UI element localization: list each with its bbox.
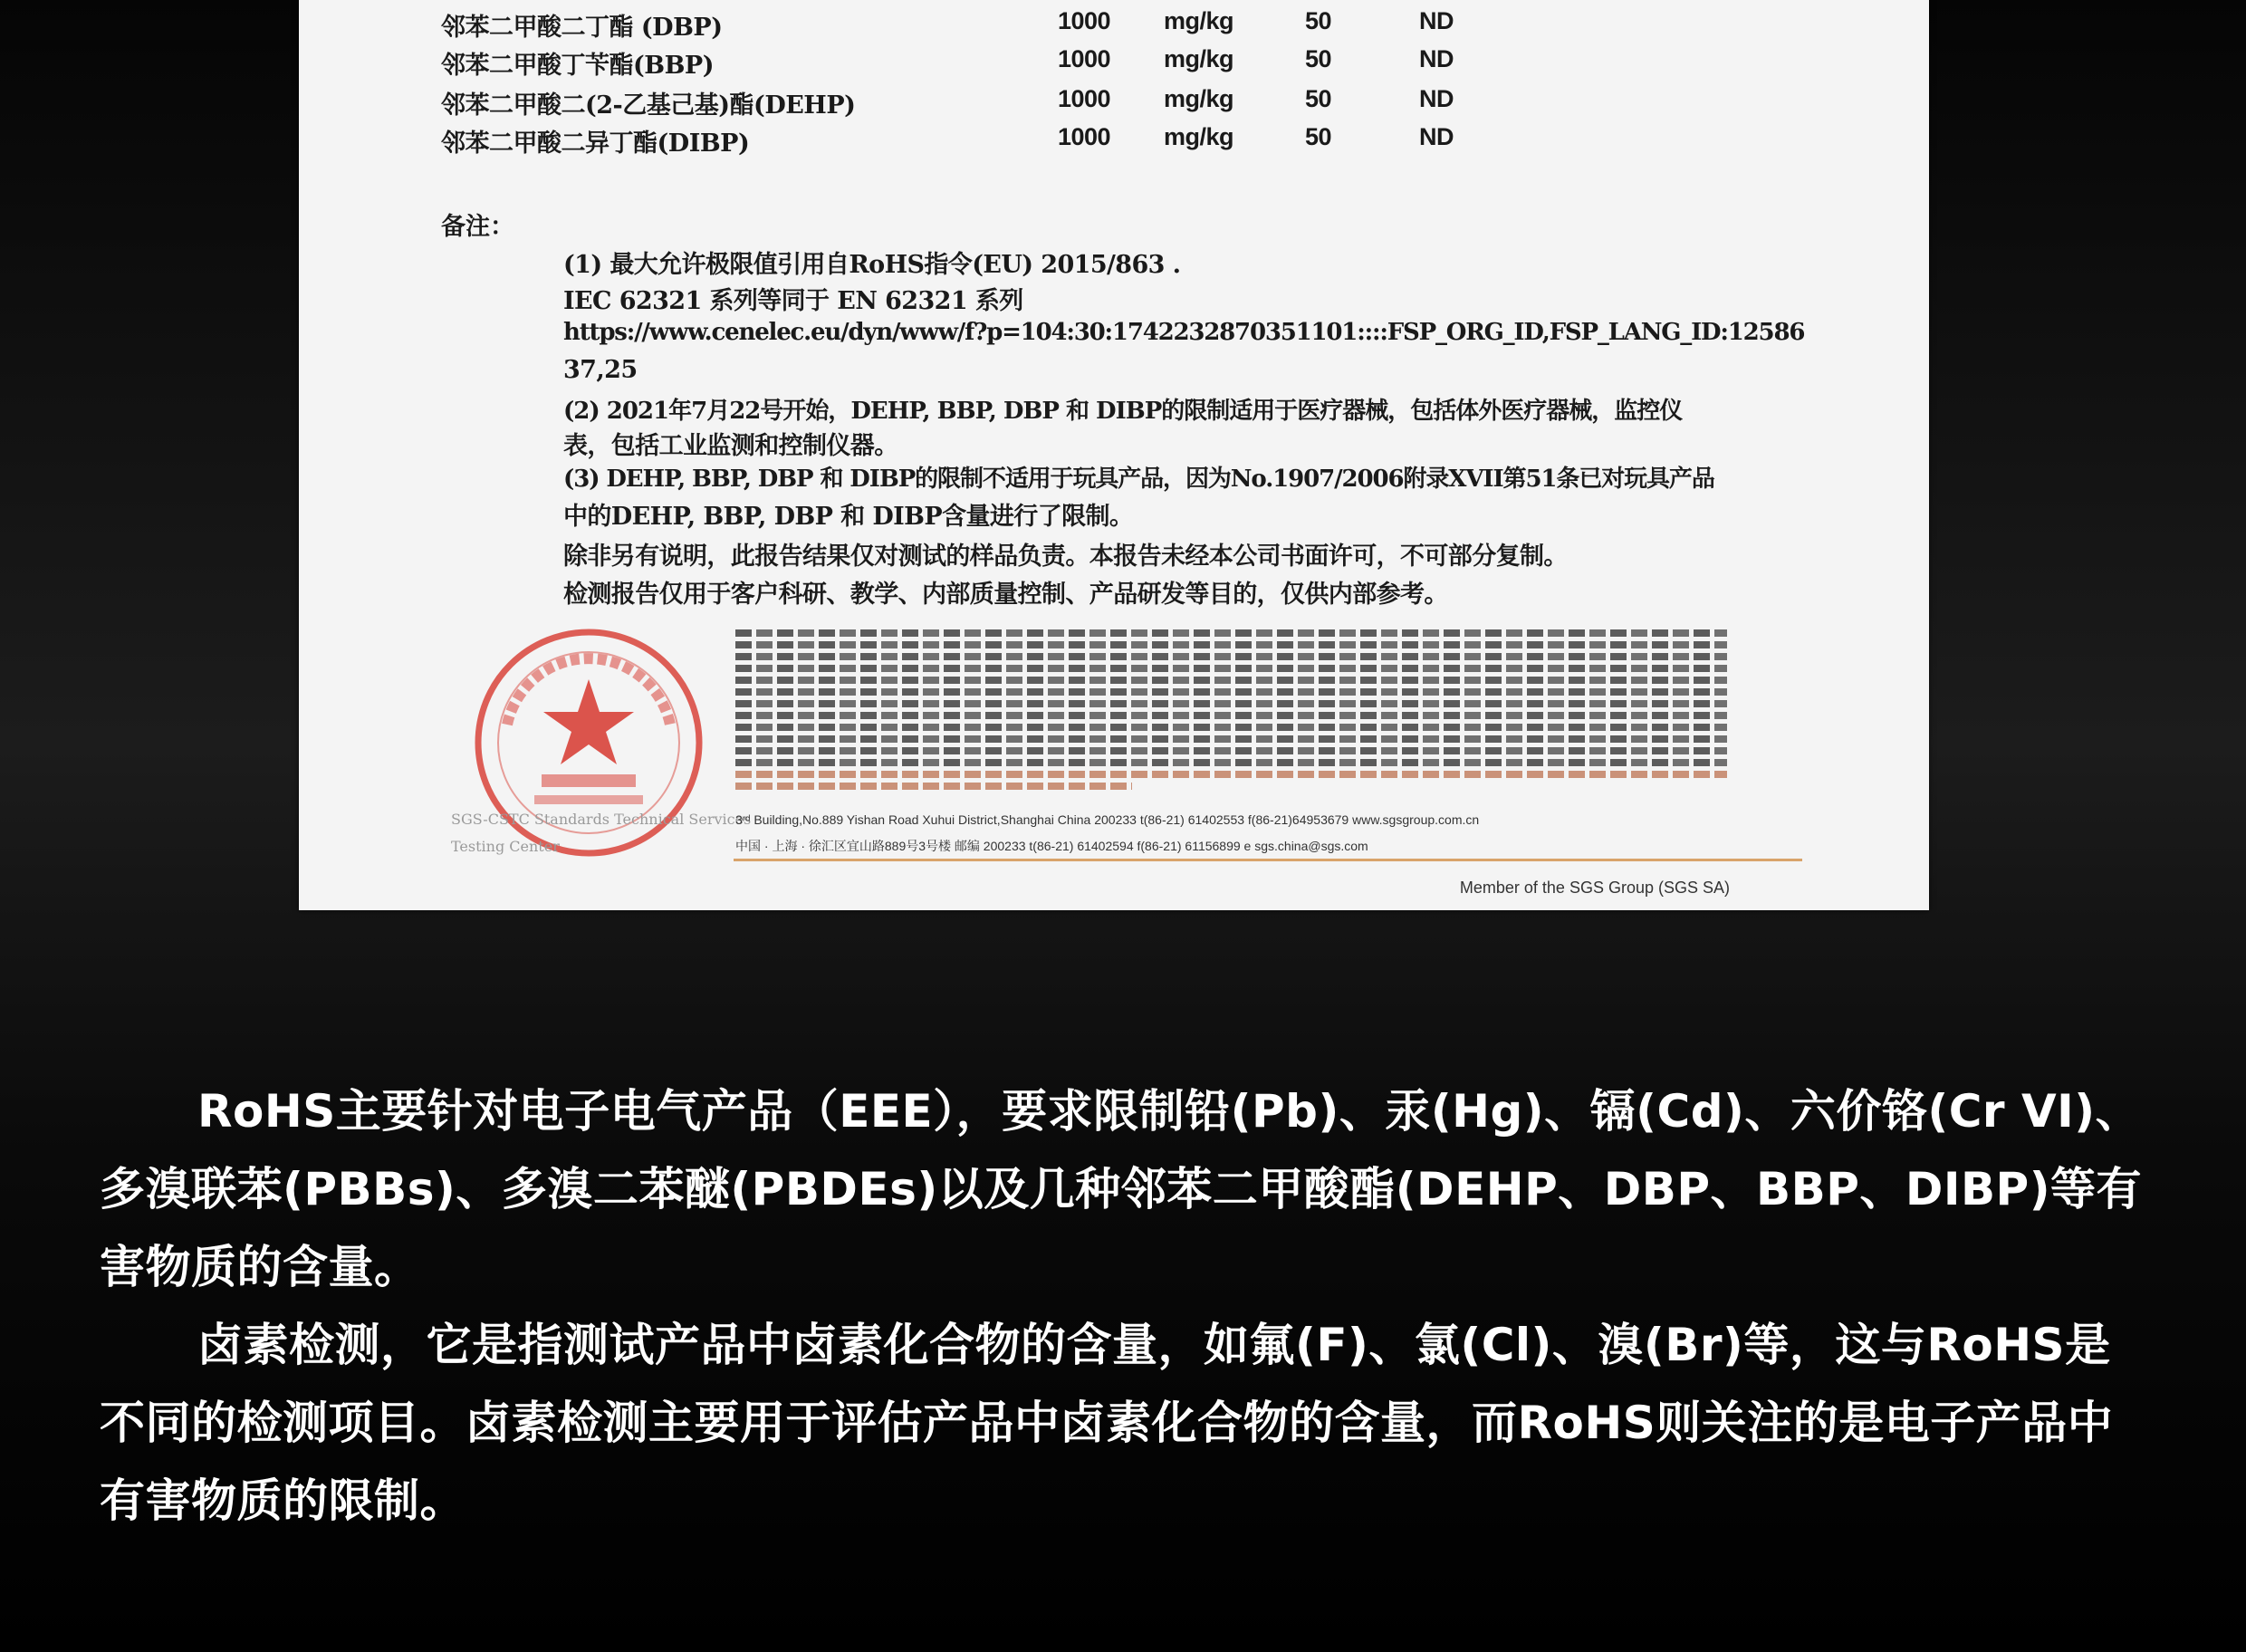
footer-rule [734,859,1802,861]
limit-value: 1000 [1058,45,1111,72]
disclaimer-line: 检测报告仅用于客户科研、教学、内部质量控制、产品研发等目的，仅供内部参考。 [563,581,1448,609]
unit: mg/kg [1164,7,1234,34]
result-value: ND [1419,45,1454,72]
reference-url: https://www.cenelec.eu/dyn/www/f?p=104:30:1742232870351101::::FSP_ORG_ID,FSP_LANG_ID:12586 [563,319,1805,346]
general-conditions-fineprint [735,629,1727,794]
test-report-scan [299,0,1929,910]
limit-value: 1000 [1058,7,1111,34]
unit: mg/kg [1164,123,1234,150]
limit-value: 1000 [1058,123,1111,150]
disclaimer-line: 除非另有说明，此报告结果仅对测试的样品负责。本报告未经本公司书面许可，不可部分复制。 [563,543,1568,571]
result-value: ND [1419,85,1454,112]
unit: mg/kg [1164,45,1234,72]
substance-name: 邻苯二甲酸二丁酯 (DBP) [441,14,723,42]
sgs-member-note: Member of the SGS Group (SGS SA) [1459,879,1730,897]
note-line: (2) 2021年7月22号开始，DEHP, BBP, DBP 和 DIBP的限制适用于医疗器械，包括体外医疗器械，监控仪 [563,398,1683,425]
halogen-description-paragraph: 卤素检测，它是指测试产品中卤素化合物的含量，如氟(F)、氯(Cl)、溴(Br)等，这与RoHS是不同的检测项目。卤素检测主要用于评估产品中卤素化合物的含量，而RoHS则关注的是电子产品中有害物质的限制。 [100,1319,2114,1527]
note-line: (1) 最大允许极限值引用自RoHS指令(EU) 2015/863 . [563,251,1181,279]
result-value: ND [1419,123,1454,150]
note-line: 表，包括工业监测和控制仪器。 [563,432,898,460]
note-line: IEC 62321 系列等同于 EN 62321 系列 [563,287,1023,315]
mdl-value: 50 [1305,85,1332,112]
note-line: 中的DEHP, BBP, DBP 和 DIBP含量进行了限制。 [563,503,1134,531]
unit: mg/kg [1164,85,1234,112]
address-line-en: 3ʳᵈ Building,No.889 Yishan Road Xuhui District,Shanghai China 200233 t(86-21) 61402553 f(86-21)64953679 www.sgsgroup.com.cn [735,812,1480,827]
result-value: ND [1419,7,1454,34]
mdl-value: 50 [1305,45,1332,72]
mdl-value: 50 [1305,7,1332,34]
substance-name: 邻苯二甲酸二异丁酯(DIBP) [441,130,750,158]
mdl-value: 50 [1305,123,1332,150]
limit-value: 1000 [1058,85,1111,112]
stamp-overlay-text: Testing Center [451,838,560,855]
substance-name: 邻苯二甲酸二(2-乙基己基)酯(DEHP) [441,91,856,120]
substance-name: 邻苯二甲酸丁苄酯(BBP) [441,52,714,80]
stamp-overlay-text: SGS-CSTC Standards Technical Services [451,811,752,828]
note-line: (3) DEHP, BBP, DBP 和 DIBP的限制不适用于玩具产品，因为No.1907/2006附录XVII第51条已对玩具产品 [563,466,1714,493]
rohs-description-paragraph: RoHS主要针对电子电气产品（EEE），要求限制铅(Pb)、汞(Hg)、镉(Cd)、六价铬(Cr VI)、多溴联苯(PBBs)、多溴二苯醚(PBDEs)以及几种邻苯二甲酸酯(DEHP、DBP、BBP、DIBP)等有害物质的含量。 [100,1085,2143,1293]
note-line: 37,25 [563,356,638,384]
address-line-cn: 中国 · 上海 · 徐汇区宜山路889号3号楼 邮编 200233 t(86-21) 61402594 f(86-21) 61156899 e sgs.china@sgs.com [735,839,1368,853]
notes-title: 备注： [441,213,514,241]
